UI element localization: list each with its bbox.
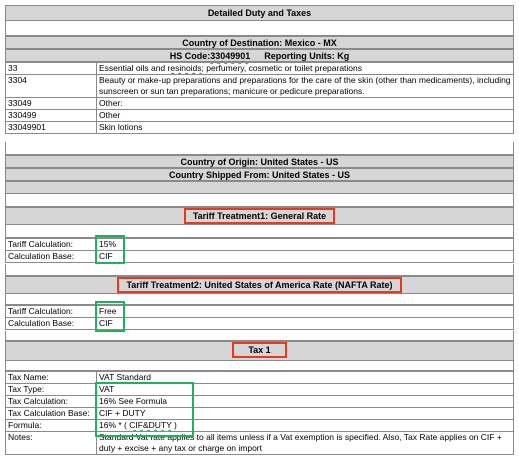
destination-country: Country of Destination: Mexico - MX [5,36,514,49]
field-label: Tax Name: [6,372,97,384]
tax1-table [5,371,514,455]
field-value: 16% See Formula [97,396,514,408]
hs-description: Other [97,110,514,122]
table-row [6,75,514,98]
hs-code-label: HS Code: [169,51,211,61]
table-row [6,306,514,318]
table-row [6,239,514,251]
spacer-row [5,194,514,207]
tariff-treatment1-title: Tariff Treatment1: General Rate [184,208,335,224]
field-value: CIF + DUTY [97,408,514,420]
country-shipped-from: Country Shipped From: United States - US [5,168,514,181]
sheet-title: Detailed Duty and Taxes [5,5,514,21]
hs-code-table [5,62,514,134]
field-value: Free [97,306,514,318]
field-label: Calculation Base: [6,251,97,263]
table-row [6,110,514,122]
hs-code: 33049 [6,98,97,110]
tariff-treatment2-header [5,276,514,294]
spacer-row [5,264,514,276]
table-row [6,372,514,384]
field-value: CIF [97,318,514,330]
tax1-header [5,341,514,361]
field-value: Standard Vat rate applies to all items unless if a Vat exemption is specified. Also, Tax Rate applies on CIF + duty + excise + any tax or charge on import [97,432,514,455]
table-row [6,384,514,396]
hs-description: Essential oils and resinoids; perfumery, cosmetic or toilet preparations [97,63,514,75]
gray-spacer-row [5,181,514,194]
tariff-treatment2-title: Tariff Treatment2: United States of America Rate (NAFTA Rate) [117,277,401,293]
field-label: Tax Calculation Base: [6,408,97,420]
table-row [6,432,514,455]
table-row [6,318,514,330]
hs-description: Skin lotions [97,122,514,134]
hs-description: Beauty or make-up preparations and preparations for the care of the skin (other than medicaments), including sunscreen or sun tan preparations; manicure or pedicure preparations. [97,75,514,98]
spacer-row [5,21,514,36]
hs-description: Other: [97,98,514,110]
table-row [6,63,514,75]
reporting-units: Reporting Units: Kg [264,51,350,61]
spacer-row [5,361,514,371]
field-value: VAT [97,384,514,396]
spacer-row [5,331,514,341]
hs-code-value: 33049901 [210,51,251,61]
table-row [6,396,514,408]
hs-code: 33049901 [6,122,97,134]
hs-code: 3304 [6,75,97,98]
tax1-title: Tax 1 [232,342,286,358]
tariff-treatment2-table [5,305,514,330]
hs-code: 330499 [6,110,97,122]
field-value: VAT Standard [97,372,514,384]
table-row [6,251,514,263]
field-value: CIF [97,251,514,263]
field-label: Formula: [6,420,97,432]
field-value: 15% [97,239,514,251]
tariff-treatment1-header [5,207,514,225]
field-label: Tariff Calculation: [6,239,97,251]
table-row [6,420,514,432]
hs-code: 33 [6,63,97,75]
hs-code-header [5,49,514,62]
table-row [6,122,514,134]
table-row [6,98,514,110]
spacer-row [5,294,514,305]
field-label: Tariff Calculation: [6,306,97,318]
field-value: 16% * ( CIF&DUTY ) [97,420,514,432]
spacer-row [5,225,514,238]
field-label: Notes: [6,432,97,455]
spacer-row [5,142,514,155]
tariff-treatment1-table [5,238,514,263]
field-label: Tax Calculation: [6,396,97,408]
field-label: Tax Type: [6,384,97,396]
table-row [6,408,514,420]
country-of-origin: Country of Origin: United States - US [5,155,514,168]
field-label: Calculation Base: [6,318,97,330]
